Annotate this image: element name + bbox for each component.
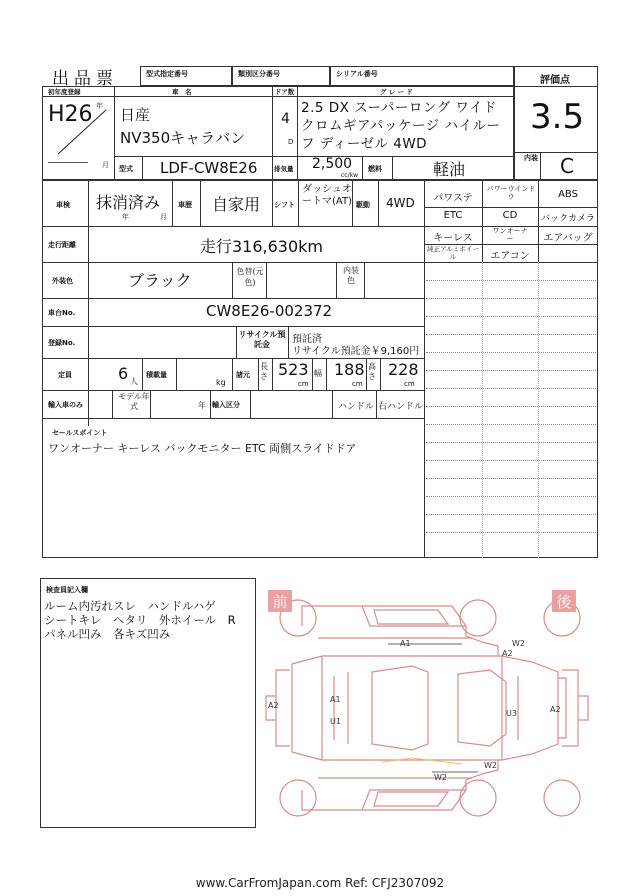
first-reg-label: 初年度登録 (48, 88, 81, 96)
name-label: 車 名 (172, 88, 192, 96)
first-reg-year: H26 (48, 102, 93, 127)
chassis-value: CW8E26-002372 (206, 302, 333, 320)
equip-power-window: パワーウインドウ (486, 185, 536, 201)
type-value: LDF-CW8E26 (160, 159, 258, 177)
height-label: 高さ (368, 362, 376, 381)
inspector-line-2: シートキレ ヘタリ 外ホイール R (44, 613, 236, 627)
mileage-value: 走行316,630km (200, 237, 324, 256)
equip-aircon: エアコン (490, 251, 530, 262)
recycle-label: リサイクル預託金 (238, 330, 286, 349)
drive-label: 駆動 (356, 201, 370, 209)
handle-label: ハンドル (338, 402, 375, 412)
doors-label: ドア数 (275, 88, 295, 96)
color-label: 外装色 (52, 277, 73, 285)
width-value: 188 (334, 360, 365, 379)
recycle-value-2: リサイクル預託金￥9,160円 (292, 346, 420, 357)
score-label: 評価点 (540, 75, 570, 86)
mark-w2-bottom-right: W2 (484, 761, 497, 770)
displacement-unit: cc/kw (341, 172, 359, 179)
inspection-year-unit: 年 (122, 213, 129, 221)
footer-watermark: www.CarFromJapan.com Ref: CFJ2307092 (195, 876, 445, 890)
load-label: 積載量 (146, 371, 167, 379)
interior-color-label: 内装色 (343, 266, 359, 285)
equip-back-camera: バックカメラ (540, 214, 595, 224)
import-category-label: 輸入区分 (212, 401, 240, 409)
sales-point-label: セールスポイント (52, 429, 108, 437)
length-value: 523 (278, 360, 309, 379)
inspector-label: 検査員記入欄 (46, 586, 88, 594)
equip-airbag: エアバッグ (543, 233, 593, 244)
grade-value: 2.5 DX スーパーロング ワイド クロムギアパッケージ ハイルーフ ディーゼル 4WD (301, 100, 501, 152)
load-unit: kg (216, 378, 226, 387)
mileage-label: 走行距離 (48, 241, 76, 249)
mark-u3: U3 (506, 709, 517, 718)
fuel-value: 軽油 (433, 160, 466, 179)
length-unit: cm (298, 380, 309, 388)
height-value: 228 (388, 360, 419, 379)
width-unit: cm (352, 380, 363, 388)
equip-keyless: キーレス (433, 233, 473, 244)
height-unit: cm (404, 380, 415, 388)
mark-a2-left: A2 (268, 701, 279, 710)
score-value: 3.5 (530, 97, 585, 137)
spec-label: 諸元 (236, 371, 250, 379)
inspection-label: 車検 (56, 201, 70, 209)
width-label: 幅 (314, 369, 322, 378)
mark-w2-top: W2 (512, 639, 525, 648)
inspector-line-1: ルーム内汚れスレ ハンドルハゲ (44, 599, 216, 613)
month-suffix: 月 (102, 161, 109, 169)
displacement-value: 2,500 (312, 156, 353, 172)
chassis-label: 車台No. (48, 309, 76, 317)
model-name: NV350キャラバン (120, 129, 246, 147)
length-label: 長さ (260, 362, 268, 381)
model-year-label: モデル年式 (118, 392, 150, 411)
sales-point-text: ワンオーナー キーレス バックモニター ETC 両側スライドドア (48, 442, 357, 455)
mark-a2-right: A2 (550, 705, 561, 714)
inspector-line-3: パネル凹み 各キズ凹み (44, 627, 171, 641)
year-slash (44, 100, 114, 156)
import-label: 輸入車のみ (48, 401, 83, 409)
maker-name: 日産 (120, 106, 151, 124)
shift-value: ダッシュオートマ(AT) (302, 184, 352, 207)
registration-label: 登録No. (48, 339, 76, 347)
capacity-unit: 人 (130, 377, 138, 386)
color-change-label: 色替(元色) (236, 267, 264, 287)
equip-etc: ETC (443, 210, 463, 221)
color-value: ブラック (128, 271, 192, 290)
model-year-unit: 年 (198, 401, 206, 410)
grade-label: グ レ ー ド (380, 88, 413, 96)
inspection-month-unit: 月 (160, 213, 167, 221)
doors-suffix: D (288, 138, 294, 146)
interior-value: C (560, 154, 574, 178)
drive-value: 4WD (386, 196, 415, 210)
rear-label: 後 (556, 593, 572, 611)
equip-abs: ABS (558, 189, 578, 200)
sheet-title: 出品票 (52, 69, 118, 89)
equip-one-owner: ワンオーナー (492, 227, 528, 243)
serial-label: シリアル番号 (336, 70, 378, 78)
doors-value: 4 (281, 111, 290, 127)
mark-a2-top: A2 (502, 649, 513, 658)
front-label: 前 (272, 593, 288, 611)
capacity-value: 6 (118, 364, 129, 383)
mark-u1: U1 (330, 717, 341, 726)
equip-power-steering: パワステ (433, 193, 473, 204)
category-label: 類別区分番号 (238, 70, 280, 78)
equip-cd: CD (502, 210, 518, 221)
mark-a1-top: A1 (400, 639, 411, 648)
interior-label: 内装 (524, 154, 538, 162)
displacement-label: 排気量 (274, 165, 294, 173)
handle-value: 右ハンドル (378, 402, 424, 412)
type-label: 型式 (119, 165, 133, 173)
mark-w2-bottom: W2 (434, 773, 447, 782)
year-suffix: 年 (96, 102, 103, 110)
car-damage-diagram (262, 586, 596, 830)
inspection-value: 抹消済み (96, 193, 161, 212)
recycle-value-1: 預託済 (292, 334, 322, 345)
usage-label: 車歴 (178, 201, 192, 209)
shift-label: シフト (274, 201, 295, 209)
model-designation-label: 型式指定番号 (146, 70, 188, 78)
usage-value: 自家用 (212, 195, 261, 214)
equip-alloy-wheel: 純正アルミホイール (427, 245, 479, 261)
capacity-label: 定員 (58, 371, 72, 379)
mark-a1-mid: A1 (330, 695, 341, 704)
fuel-label: 燃料 (368, 165, 382, 173)
